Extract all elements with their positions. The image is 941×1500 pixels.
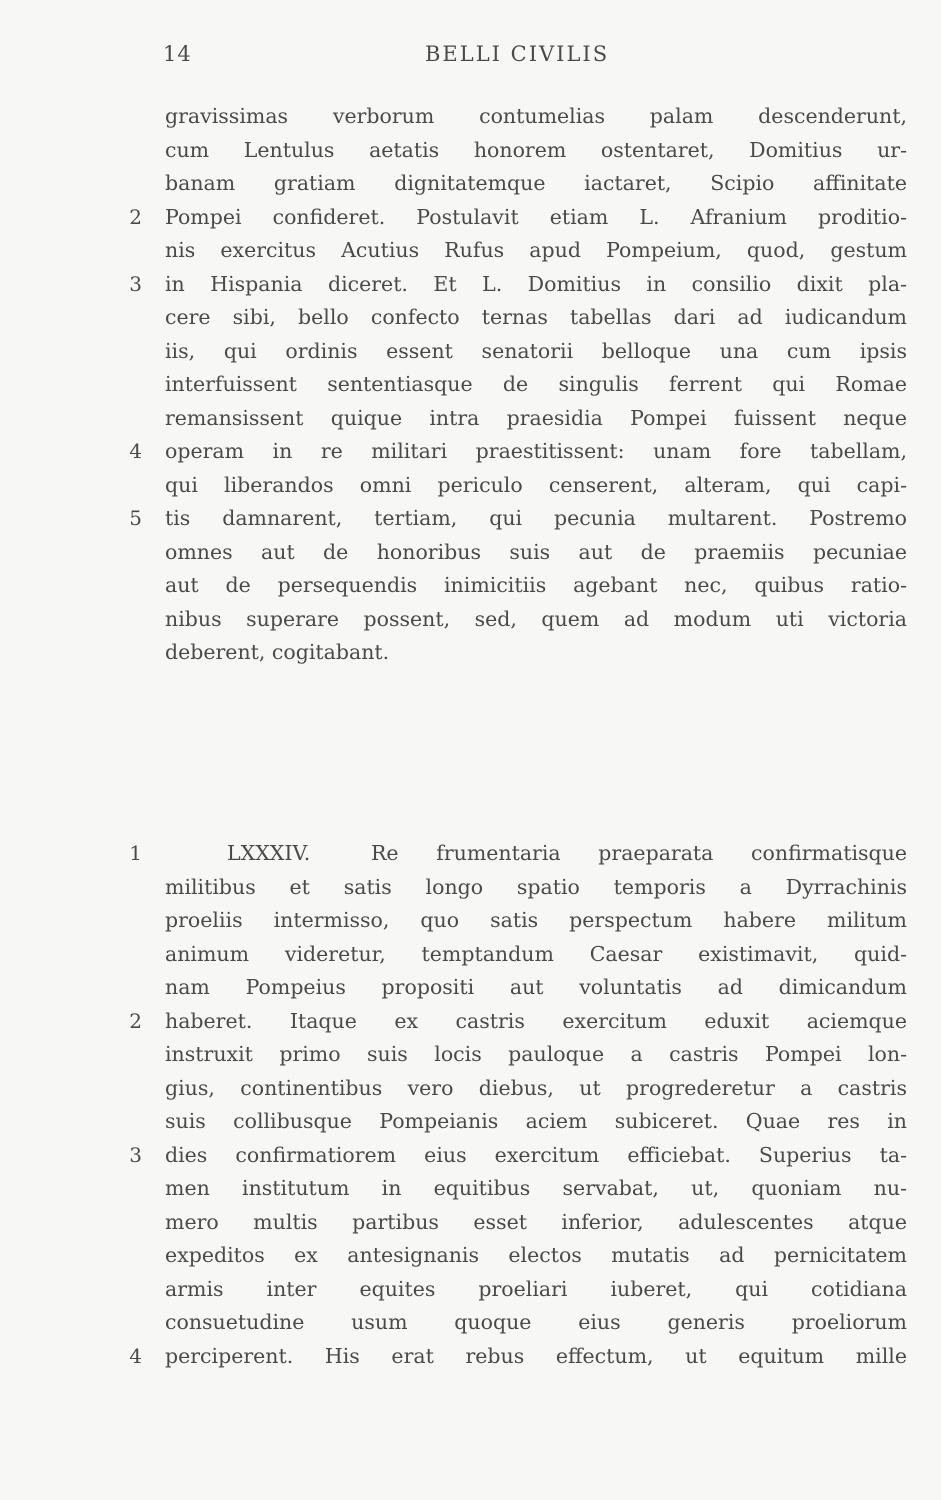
text-line [0,1139,941,1173]
line-text: deberent, cogitabant. [165,640,390,664]
text-line [0,1005,941,1039]
text-line [0,167,941,201]
line-text: in Hispania diceret. Et L. Domitius in consilio dixit pla- [165,271,907,296]
line-text: gravissimas verborum contumelias palam descenderunt, [165,104,907,128]
line-text: instruxit primo suis locis pauloque a castris Pompei lon- [165,1042,907,1066]
line-text: gius, continentibus vero diebus, ut progrederetur a castris [165,1075,907,1100]
text-line [0,435,941,469]
text-line [0,1239,941,1273]
text-line [0,837,941,871]
text-line [0,502,941,536]
text-line [0,603,941,637]
line-text: cere sibi, bello confecto ternas tabellas dari ad iudicandum [165,305,907,329]
line-text: banam gratiam dignitatemque iactaret, Scipio affinitate [165,171,907,195]
line-text: tis damnarent, tertiam, qui pecunia multarent. Postremo [165,506,907,530]
line-text: men institutum in equitibus servabat, ut, quoniam nu- [165,1176,907,1200]
text-line [0,1273,941,1307]
line-text: haberet. Itaque ex castris exercitum eduxit aciemque [165,1008,907,1033]
text-line [0,301,941,335]
margin-line-number: 3 [129,271,142,296]
page-number: 14 [163,42,192,66]
line-text: dies confirmatiorem eius exercitum efficiebat. Superius ta- [165,1142,907,1167]
line-text: militibus et satis longo spatio temporis a Dyrrachinis [165,874,907,899]
running-head: BELLI CIVILIS [425,42,610,66]
line-text: mero multis partibus esset inferior, adulescentes atque [165,1209,907,1234]
text-line [0,469,941,503]
margin-line-number: 3 [129,1142,142,1167]
margin-line-number: 4 [129,1343,142,1368]
text-line [0,536,941,570]
text-line [0,636,941,670]
text-line [0,134,941,168]
line-text: iis, qui ordinis essent senatorii belloque una cum ipsis [165,338,907,363]
line-text: interfuissent sententiasque de singulis ferrent qui Romae [165,372,907,396]
line-text: consuetudine usum quoque eius generis proeliorum [165,1310,907,1334]
margin-line-number: 5 [129,506,142,530]
line-text: proeliis intermisso, quo satis perspectum habere militum [165,908,907,932]
line-text: remansissent quique intra praesidia Pompei fuissent neque [165,405,907,430]
line-text: expeditos ex antesignanis electos mutatis ad pernicitatem [165,1243,907,1267]
text-line [0,1038,941,1072]
line-text: aut de persequendis inimicitiis agebant nec, quibus ratio- [165,573,907,597]
margin-line-number: 1 [129,841,142,865]
text-line [0,368,941,402]
text-block-chapter-84 [0,837,941,1373]
text-line [0,402,941,436]
text-line [0,100,941,134]
text-line [0,268,941,302]
line-text: qui liberandos omni periculo censerent, alteram, qui capi- [165,472,907,497]
line-text: animum videretur, temptandum Caesar existimavit, quid- [165,941,907,966]
line-text: nibus superare possent, sed, quem ad modum uti victoria [165,606,907,631]
line-text: perciperent. His erat rebus effectum, ut equitum mille [165,1343,907,1368]
margin-line-number: 2 [129,1008,142,1033]
margin-line-number: 2 [129,204,142,229]
text-line [0,569,941,603]
line-text: cum Lentulus aetatis honorem ostentaret, Domitius ur- [165,137,907,162]
line-text: operam in re militari praestitissent: unam fore tabellam, [165,439,907,463]
text-line [0,938,941,972]
chapter-heading: LXXXIV. [227,841,311,865]
text-line [0,1172,941,1206]
text-line [0,1072,941,1106]
line-text: nis exercitus Acutius Rufus apud Pompeium, quod, gestum [165,238,907,262]
text-line [0,335,941,369]
line-text: omnes aut de honoribus suis aut de praemiis pecuniae [165,539,907,564]
text-line [0,234,941,268]
line-text: Pompei confideret. Postulavit etiam L. Afranium proditio- [165,204,907,229]
margin-line-number: 4 [129,439,142,463]
line-text: nam Pompeius propositi aut voluntatis ad dimicandum [165,975,907,999]
text-line [0,1340,941,1374]
text-line [0,201,941,235]
text-line [0,1206,941,1240]
text-line [0,1306,941,1340]
text-line [0,871,941,905]
text-block-continuation [0,100,941,670]
line-text: Re frumentaria praeparata confirmatisque [371,841,907,865]
line-text: armis inter equites proeliari iuberet, qui cotidiana [165,1276,907,1301]
text-line [0,971,941,1005]
text-line [0,1105,941,1139]
text-line [0,904,941,938]
line-text: suis collibusque Pompeianis aciem subiceret. Quae res in [165,1109,907,1133]
